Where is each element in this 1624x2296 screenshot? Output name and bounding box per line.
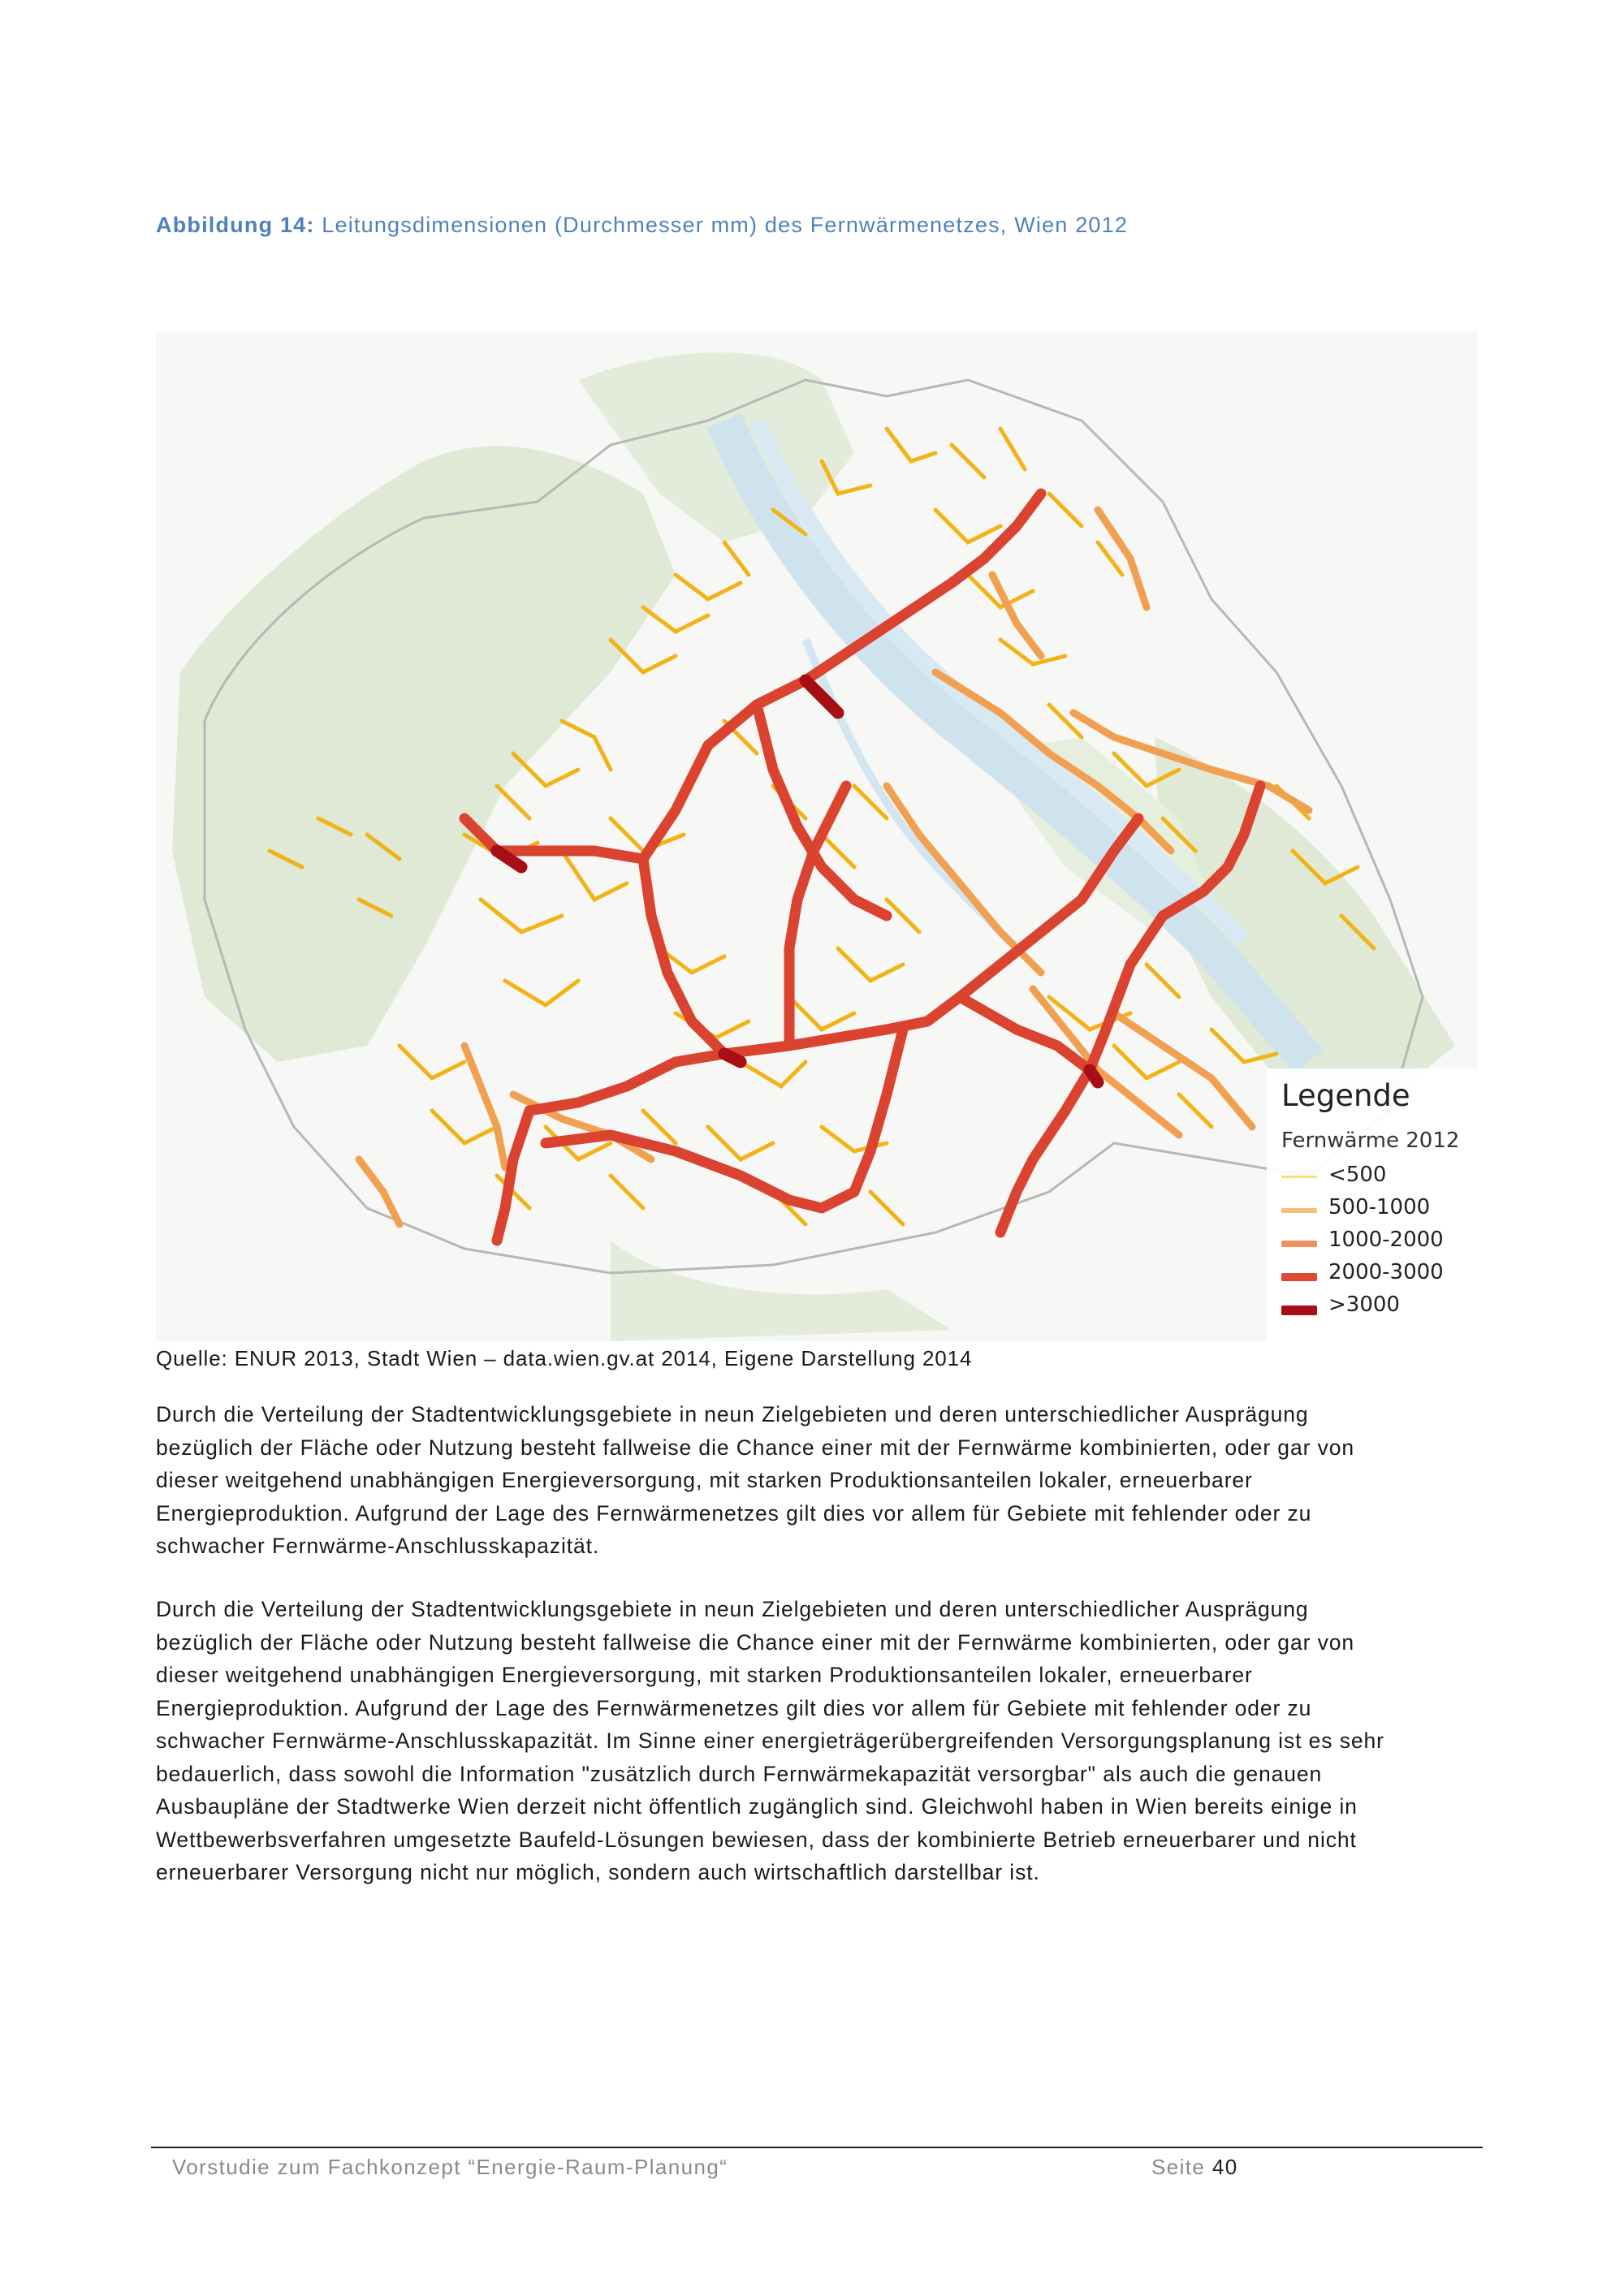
footer-page [1151, 2155, 1238, 2180]
legend-swatch [1281, 1241, 1317, 1247]
legend-swatch [1281, 1176, 1317, 1178]
legend-label: >3000 [1328, 1293, 1400, 1317]
paragraph-line: bedauerlich, dass sowohl die Information "zusätzlich durch Fernwärmekapazität versorgbar" als auch die genauen [156, 1761, 1323, 1786]
legend-item [1281, 1228, 1476, 1257]
figure-caption [156, 213, 1128, 238]
legend-item [1281, 1163, 1476, 1192]
paragraph-line: bezüglich der Fläche oder Nutzung besteht fallweise die Chance einer mit der Fernwärme kombinierten, oder gar von [156, 1435, 1354, 1460]
legend-label: <500 [1328, 1163, 1387, 1187]
legend-label: 2000-3000 [1328, 1260, 1444, 1284]
paragraph-line: Durch die Verteilung der Stadtentwicklungsgebiete in neun Zielgebieten und deren unterschiedlicher Ausprägung [156, 1597, 1309, 1621]
paragraph-line: bezüglich der Fläche oder Nutzung besteht fallweise die Chance einer mit der Fernwärme kombinierten, oder gar von [156, 1629, 1354, 1655]
paragraph-line: schwacher Fernwärme-Anschlusskapazität. Im Sinne einer energieträgerübergreifenden Versorgungsplanung ist es sehr [156, 1728, 1384, 1753]
map-legend [1267, 1068, 1478, 1341]
paragraph-2 [156, 1593, 1488, 1889]
paragraph-line: dieser weitgehend unabhängigen Energieversorgung, mit starken Produktionsanteilen lokaler, erneuerbarer [156, 1663, 1253, 1687]
legend-swatch [1281, 1273, 1317, 1281]
page-label: Seite [1151, 2155, 1206, 2179]
paragraph-line: Wettbewerbsverfahren umgesetzte Baufeld-Lösungen bewiesen, dass der kombinierte Betrieb erneuerbarer und nicht [156, 1827, 1357, 1852]
legend-item [1281, 1293, 1476, 1322]
legend-label: 1000-2000 [1328, 1228, 1444, 1252]
legend-item [1281, 1195, 1476, 1224]
legend-title: Legende [1281, 1078, 1410, 1113]
paragraph-line: erneuerbarer Versorgung nicht nur möglich, sondern auch wirtschaftlich darstellbar ist. [156, 1860, 1040, 1884]
legend-label: 500-1000 [1328, 1195, 1431, 1219]
footer-title: Vorstudie zum Fachkonzept “Energie-Raum-Planung“ [172, 2155, 728, 2179]
legend-subtitle: Fernwärme 2012 [1281, 1129, 1460, 1153]
district-heating-map [156, 331, 1478, 1341]
paragraph-line: dieser weitgehend unabhängigen Energieversorgung, mit starken Produktionsanteilen lokaler, erneuerbarer [156, 1468, 1253, 1492]
legend-item [1281, 1260, 1476, 1289]
legend-swatch [1281, 1306, 1317, 1315]
figure-source: Quelle: ENUR 2013, Stadt Wien – data.wien.gv.at 2014, Eigene Darstellung 2014 [156, 1346, 973, 1370]
paragraph-line: schwacher Fernwärme-Anschlusskapazität. [156, 1534, 600, 1558]
paragraph-line: Durch die Verteilung der Stadtentwicklungsgebiete in neun Zielgebieten und deren unterschiedlicher Ausprägung [156, 1402, 1309, 1426]
page-number: 40 [1212, 2155, 1238, 2179]
footer-rule [151, 2147, 1483, 2148]
paragraph-line: Energieproduktion. Aufgrund der Lage des Fernwärmenetzes gilt dies vor allem für Gebiete mit fehlender oder zu [156, 1695, 1312, 1720]
map-green-area-south [611, 1241, 952, 1341]
legend-swatch [1281, 1208, 1317, 1213]
new-danube [757, 421, 1244, 940]
map-green-area-west [172, 446, 676, 1062]
paragraph-1 [156, 1398, 1488, 1563]
paragraph-line: Ausbaupläne der Stadtwerke Wien derzeit nicht öffentlich zugänglich sind. Gleichwohl haben in Wien bereits einige in [156, 1794, 1358, 1819]
figure-title: Leitungsdimensionen (Durchmesser mm) des Fernwärmenetzes, Wien 2012 [322, 213, 1129, 237]
paragraph-line: Energieproduktion. Aufgrund der Lage des Fernwärmenetzes gilt dies vor allem für Gebiete mit fehlender oder zu [156, 1500, 1312, 1526]
figure-label: Abbildung 14: [156, 213, 315, 237]
